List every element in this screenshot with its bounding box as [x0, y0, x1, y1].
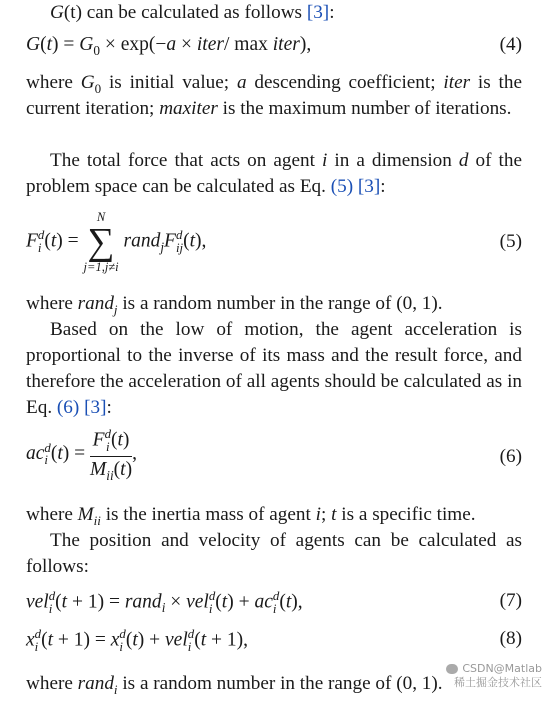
text: is a random number in the range of (0, 1).	[117, 293, 443, 314]
equation-8	[26, 628, 522, 658]
text: of the problem space can be calculated as Eq.	[26, 150, 522, 197]
text: :	[380, 176, 386, 197]
var-rand: rand	[77, 673, 114, 694]
var-a: a	[236, 72, 247, 93]
equation-5-body: F d i (t) = N ∑ j=1,j≠i rand$_j$F d ij (t),	[26, 210, 207, 274]
text: :	[106, 397, 112, 418]
equation-7-body: vel d i (t + 1) = rand$_i$ × vel d i (t) + ac d i (t),	[26, 589, 303, 616]
equation-7	[26, 590, 522, 620]
text: The position and velocity of agents can be calculated as follows:	[26, 530, 522, 577]
equation-4-body: $G(t) = G_0 \times \exp(-a$ × iter/ max iter),	[26, 34, 312, 58]
var-G: G	[50, 2, 64, 23]
text: is the current iteration;	[26, 72, 522, 119]
equation-8-body: x d i (t + 1) = x d i (t) + vel d i (t + 1),	[26, 627, 248, 654]
equation-number: (6)	[499, 446, 522, 467]
text: where	[26, 293, 78, 314]
text: in a dimension	[327, 150, 459, 171]
text: where	[26, 673, 78, 694]
var-G0: G	[80, 72, 95, 93]
var-M: M	[77, 504, 94, 525]
var-iter: iter	[443, 72, 471, 93]
text: :	[329, 2, 335, 23]
var-d: d	[458, 150, 469, 171]
var-t: (t)	[63, 2, 82, 23]
equation-4	[26, 34, 522, 62]
citation-link[interactable]: [3]	[84, 397, 107, 418]
var-i: i	[321, 150, 328, 171]
var-rand: rand	[77, 293, 114, 314]
text: is the inertia mass of agent	[100, 504, 316, 525]
equation-number: (7)	[499, 590, 522, 611]
text: can be calculated as follows	[81, 2, 307, 23]
fraction: F d i (t) $M_{ii}(t)$	[90, 427, 133, 483]
sum-symbol: N ∑ j=1,j≠i	[83, 210, 119, 274]
text: is the maximum number of iterations.	[217, 98, 512, 119]
paragraph-position-velocity	[26, 528, 522, 580]
subscript: i	[113, 681, 118, 697]
equation-6	[26, 428, 522, 490]
paragraph-rand-j	[26, 291, 522, 317]
subscript: 0	[94, 80, 102, 96]
paragraph-total-force	[26, 148, 522, 200]
text: Based on the low of motion, the agent acceleration is proportional to the inverse of its mass and the result force, and therefore the acceleration of all agents should be calculated as in Eq.	[26, 319, 522, 418]
text: descending coefficient;	[246, 72, 444, 93]
equation-number: (5)	[499, 231, 522, 252]
text: is a specific time.	[336, 504, 476, 525]
equation-number: (8)	[499, 628, 522, 649]
text: where	[26, 504, 78, 525]
text: is initial value;	[101, 72, 237, 93]
citation-link[interactable]: [3]	[306, 2, 330, 23]
equation-number: (4)	[499, 34, 522, 55]
paragraph-acceleration	[26, 317, 522, 421]
paragraph-inertia-mass	[26, 502, 522, 528]
var-t: t	[331, 504, 337, 525]
subscript: ii	[93, 512, 101, 528]
var-maxiter: maxiter	[159, 98, 218, 119]
citation-link[interactable]: [3]	[357, 176, 381, 197]
wechat-icon	[446, 664, 458, 674]
paragraph-g-definitions	[26, 70, 522, 122]
paragraph-g-intro	[26, 0, 522, 26]
equation-ref-link[interactable]: (5)	[330, 176, 354, 197]
text: ;	[321, 504, 332, 525]
text: The total force that acts on agent	[50, 150, 322, 171]
text: is a random number in the range of (0, 1).	[117, 673, 443, 694]
watermark-line2: 稀土掘金技术社区	[454, 676, 542, 689]
watermark	[446, 662, 542, 690]
equation-5	[26, 210, 522, 274]
text: where	[26, 72, 81, 93]
subscript: j	[113, 301, 118, 317]
equation-ref-link[interactable]: (6)	[56, 397, 80, 418]
watermark-line1: CSDN@Matlab	[462, 662, 542, 675]
var-i: i	[315, 504, 321, 525]
equation-6-body: ac d i (t) = F d i (t) $M_{ii}(t)$ ,	[26, 427, 137, 483]
